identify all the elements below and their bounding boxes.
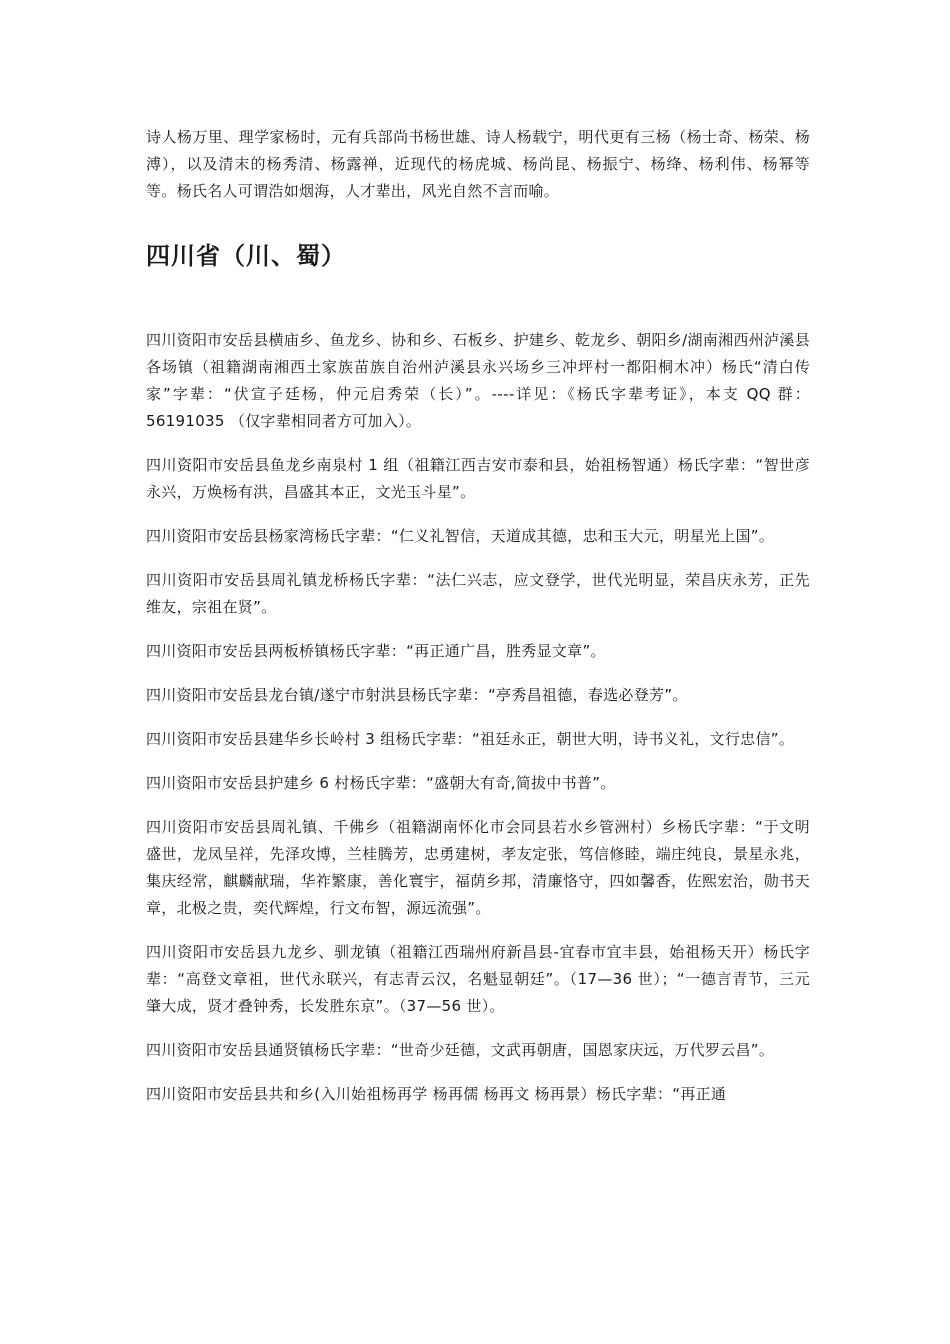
document-page <box>146 124 810 1125</box>
intro-paragraph: 诗人杨万里、理学家杨时，元有兵部尚书杨世雄、诗人杨载宁，明代更有三杨（杨士奇、杨荣、杨溥），以及清末的杨秀清、杨露禅，近现代的杨虎城、杨尚昆、杨振宁、杨绛、杨利伟、杨幂等等。杨氏名人可谓浩如烟海，人才辈出，风光自然不言而喻。 <box>146 128 810 200</box>
genealogy-entry: 四川资阳市安岳县鱼龙乡南泉村 1 组（祖籍江西吉安市泰和县，始祖杨智通）杨氏字辈：“智世彦永兴，万焕杨有洪，昌盛其本正，文光玉斗星”。 <box>146 456 810 501</box>
genealogy-entry: 四川资阳市安岳县通贤镇杨氏字辈：“世奇少廷德，文武再朝唐，国恩家庆远，万代罗云昌”。 <box>146 1041 775 1059</box>
genealogy-entry: 四川资阳市安岳县九龙乡、驯龙镇（祖籍江西瑞州府新昌县-宜春市宜丰县，始祖杨天开）杨氏字辈：“高登文章祖，世代永联兴，有志青云汉，名魁显朝廷”。（17—36 世）；“一德言青节，三元肇大成，贤才叠钟秀，长发胜东京”。（37—56 世）。 <box>146 943 810 1015</box>
genealogy-entry: 四川资阳市安岳县杨家湾杨氏字辈：“仁义礼智信，天道成其德，忠和玉大元，明星光上国”。 <box>146 527 775 545</box>
genealogy-entry: 四川资阳市安岳县周礼镇、千佛乡（祖籍湖南怀化市会同县若水乡管洲村）乡杨氏字辈：“于文明盛世，龙凤呈祥，先泽攻博，兰桂腾芳，忠勇建树，孝友定张，笃信修睦，端庄纯良，景星永兆，集庆经常，麒麟献瑞，华祚繁康，善化寰宇，福荫乡邦，清廉恪守，四如馨香，佐熙宏治，勋书天章，北极之贵，奕代辉煌，行文布智，源远流强”。 <box>146 818 810 917</box>
genealogy-entry: 四川资阳市安岳县建华乡长岭村 3 组杨氏字辈：“祖廷永正，朝世大明，诗书义礼，文行忠信”。 <box>146 730 795 748</box>
section-heading: 四川省（川、蜀） <box>146 242 346 270</box>
genealogy-entry: 四川资阳市安岳县龙台镇/遂宁市射洪县杨氏字辈：“亭秀昌祖德，春选必登芳”。 <box>146 686 688 704</box>
genealogy-entry: 四川资阳市安岳县共和乡(入川始祖杨再学 杨再儒 杨再文 杨再景）杨氏字辈：“再正通 <box>146 1085 727 1103</box>
genealogy-entry: 四川资阳市安岳县两板桥镇杨氏字辈：“再正通广昌，胜秀显文章”。 <box>146 642 606 660</box>
genealogy-entry: 四川资阳市安岳县护建乡 6 村杨氏字辈：“盛朝大有奇,简拔中书普”。 <box>146 774 616 792</box>
genealogy-entry: 四川资阳市安岳县横庙乡、鱼龙乡、协和乡、石板乡、护建乡、乾龙乡、朝阳乡/湖南湘西州泸溪县各场镇（祖籍湖南湘西土家族苗族自治州泸溪县永兴场乡三冲坪村一都阳桐木冲）杨氏“清白传家”字辈：“伏宣子廷杨，仲元启秀荣（长）”。----详见：《杨氏字辈考证》，本支 QQ 群：56191035 （仅字辈相同者方可加入）。 <box>146 331 810 430</box>
genealogy-entry: 四川资阳市安岳县周礼镇龙桥杨氏字辈：“法仁兴志，应文登学，世代光明显，荣昌庆永芳，正先维友，宗祖在贤”。 <box>146 571 810 616</box>
